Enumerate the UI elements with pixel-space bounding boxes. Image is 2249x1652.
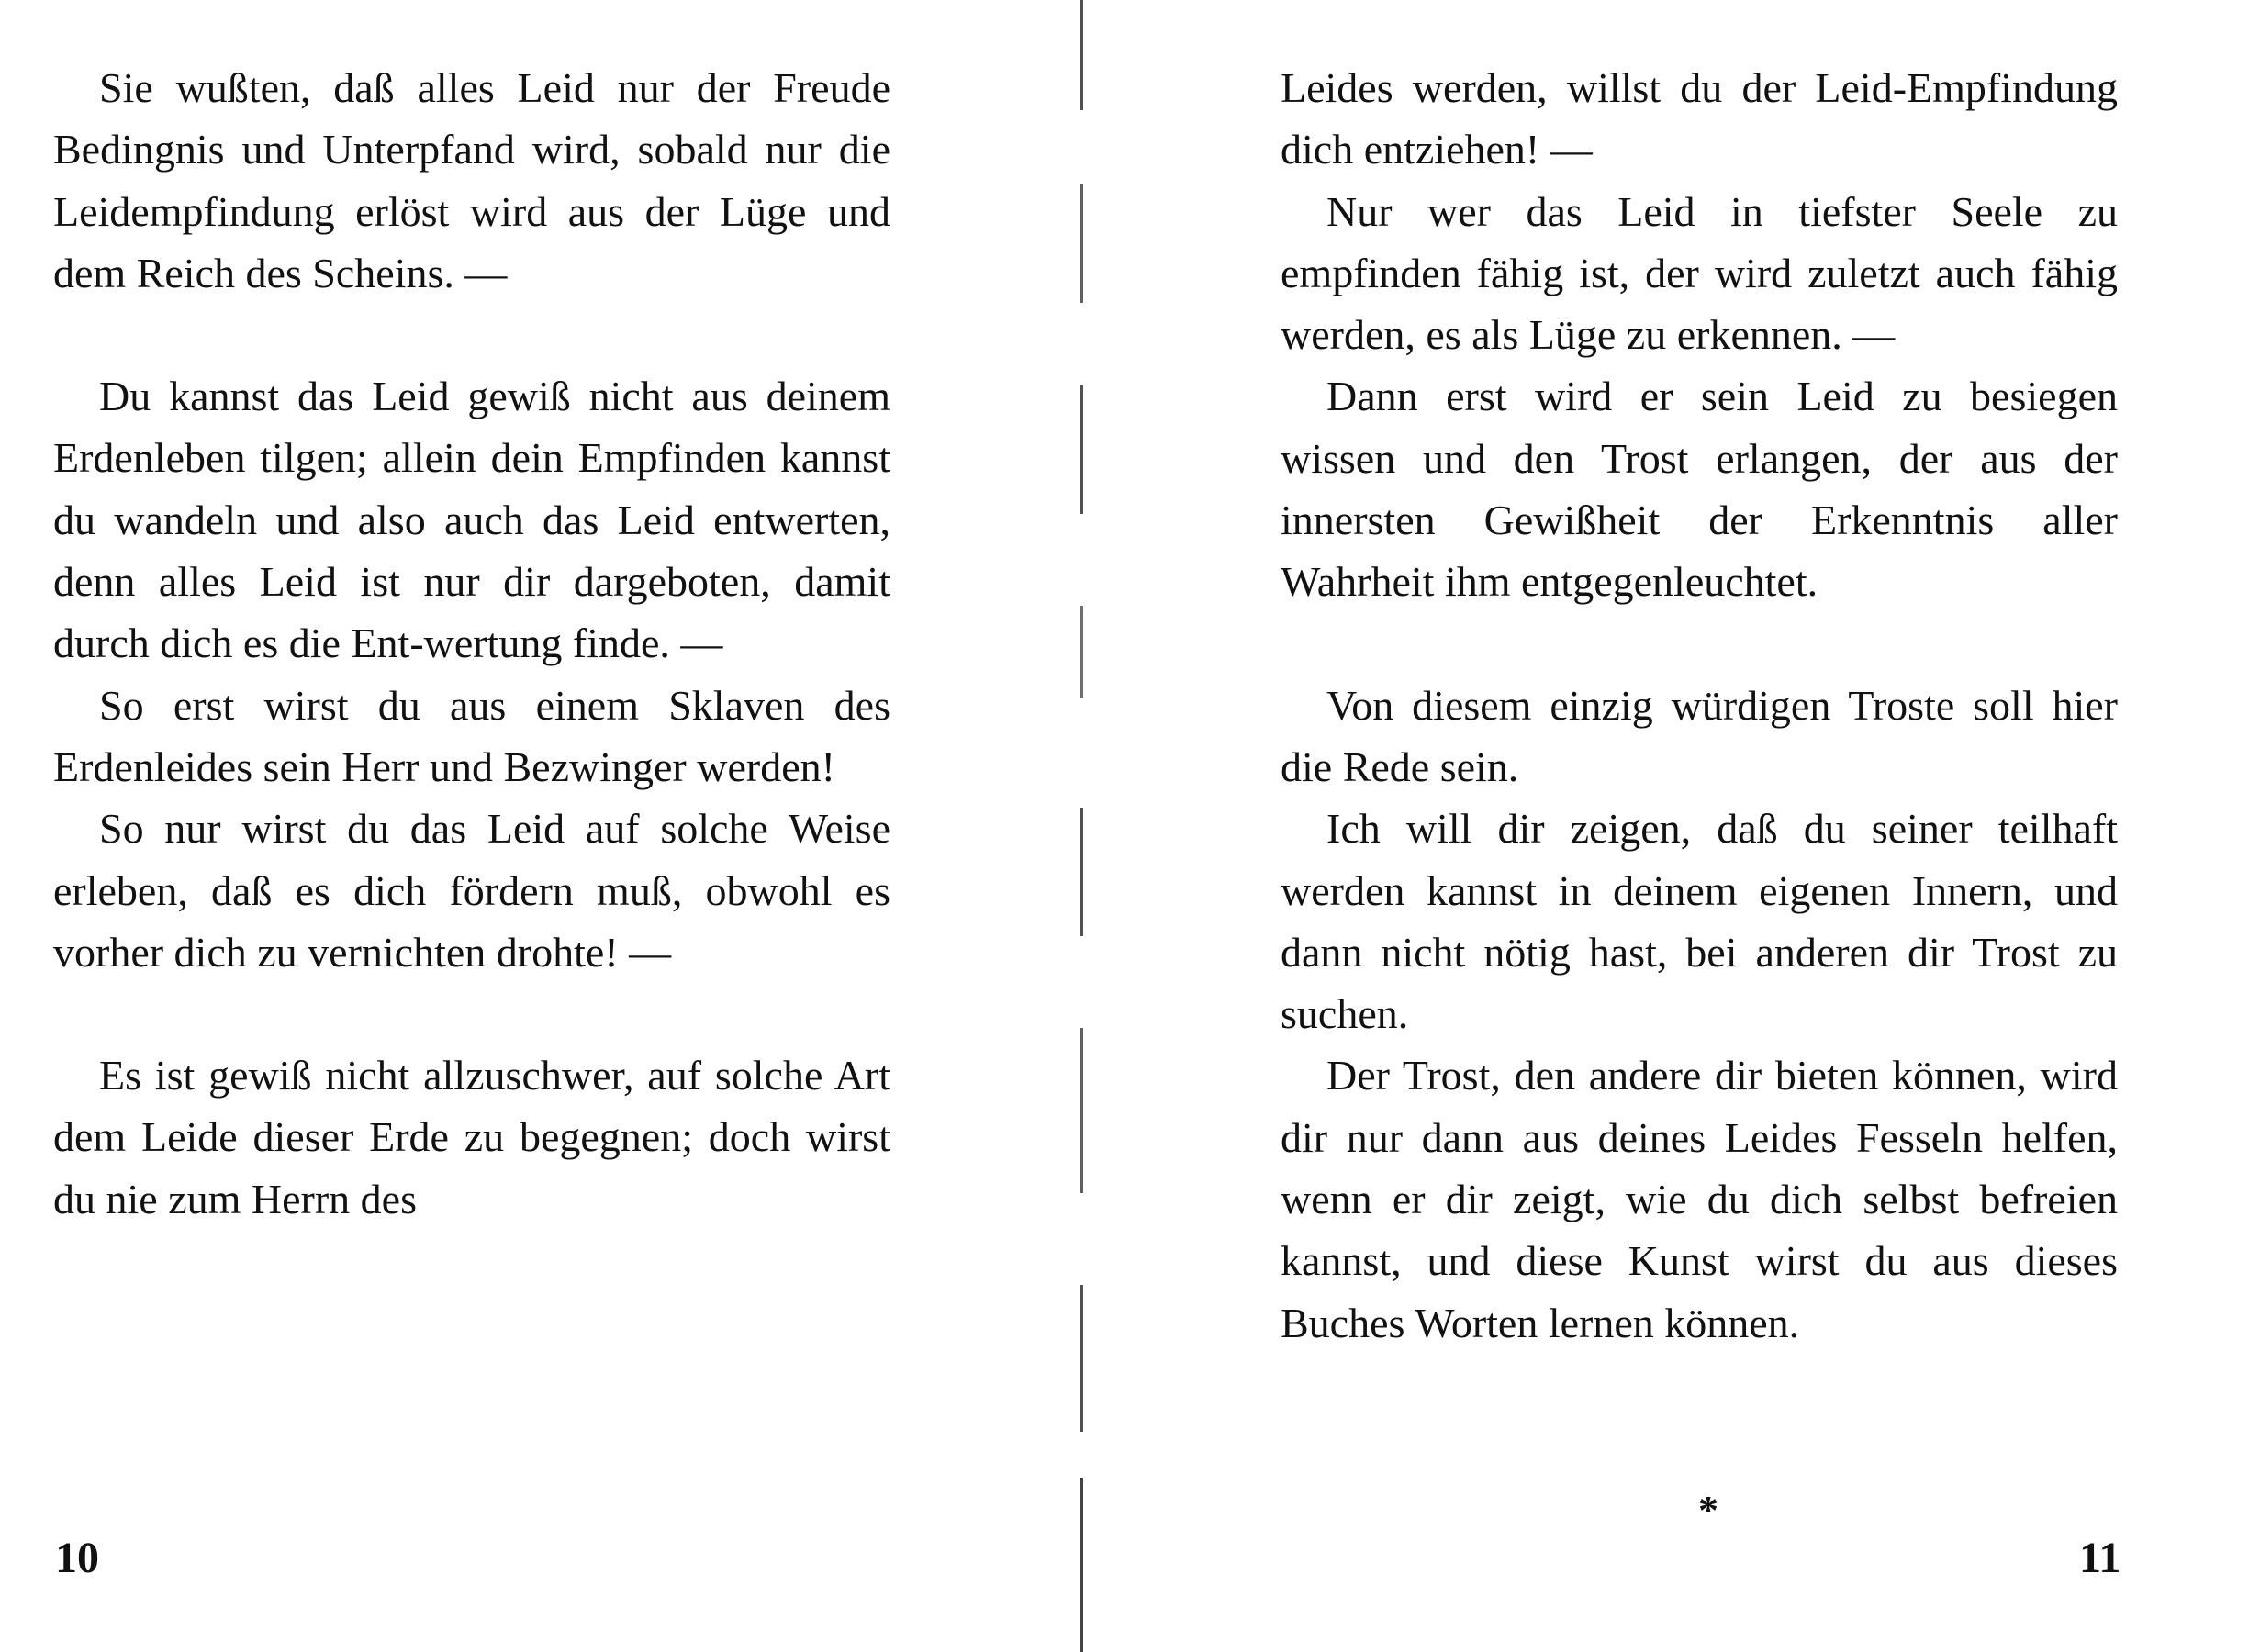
right-page-text [1281, 57, 2118, 1354]
left-page [0, 0, 1083, 1652]
paragraph: Es ist gewiß nicht allzuschwer, auf solche Art dem Leide dieser Erde zu begegnen; doch wirst du nie zum Herrn des [53, 1052, 890, 1222]
paragraph: So erst wirst du aus einem Sklaven des Erdenleides sein Herr und Bezwinger werden! [53, 681, 890, 790]
paragraph: Sie wußten, daß alles Leid nur der Freude Bedingnis und Unterpfand wird, sobald nur die Leidempfindung erlöst wird aus der Lüge und dem Reich des Scheins. — [53, 64, 890, 296]
page-number-right: 11 [2079, 1534, 2121, 1582]
left-page-text [53, 57, 890, 1230]
paragraph-gap [53, 304, 890, 365]
paragraph: Von diesem einzig würdigen Troste soll hier die Rede sein. [1281, 681, 2118, 790]
right-page [1088, 0, 2249, 1652]
paragraph: Ich will dir zeigen, daß du seiner teilhaft werden kannst in deinem eigenen Innern, und dann nicht nötig hast, bei anderen dir Trost zu suchen. [1281, 805, 2118, 1038]
page-number-left: 10 [55, 1534, 99, 1582]
section-mark: * [1698, 1488, 1718, 1533]
paragraph: So nur wirst du das Leid auf solche Weise erleben, daß es dich fördern muß, obwohl es vorher dich zu vernichten drohte! — [53, 805, 890, 976]
paragraph-gap [1281, 613, 2118, 675]
paragraph: Dann erst wird er sein Leid zu besiegen wissen und den Trost erlangen, der aus der innersten Gewißheit der Erkenntnis aller Wahrheit ihm entgegenleuchtet. [1281, 373, 2118, 606]
paragraph: Du kannst das Leid gewiß nicht aus deinem Erdenleben tilgen; allein dein Empfinden kannst du wandeln und also auch das Leid entwerten, denn alles Leid ist nur dir dargeboten, damit durch dich es die Ent-wertung finde. — [53, 373, 890, 667]
paragraph: Der Trost, den andere dir bieten können, wird dir nur dann aus deines Leides Fesseln helfen, wenn er dir zeigt, wie du dich selbst befreien kannst, und diese Kunst wirst du aus dieses Buches Worten lernen können. [1281, 1052, 2118, 1346]
paragraph: Leides werden, willst du der Leid-Empfindung dich entziehen! — [1281, 64, 2118, 173]
book-gutter [1080, 0, 1083, 1652]
paragraph-gap [53, 983, 890, 1044]
paragraph: Nur wer das Leid in tiefster Seele zu empfinden fähig ist, der wird zuletzt auch fähig werden, es als Lüge zu erkennen. — [1281, 187, 2118, 359]
